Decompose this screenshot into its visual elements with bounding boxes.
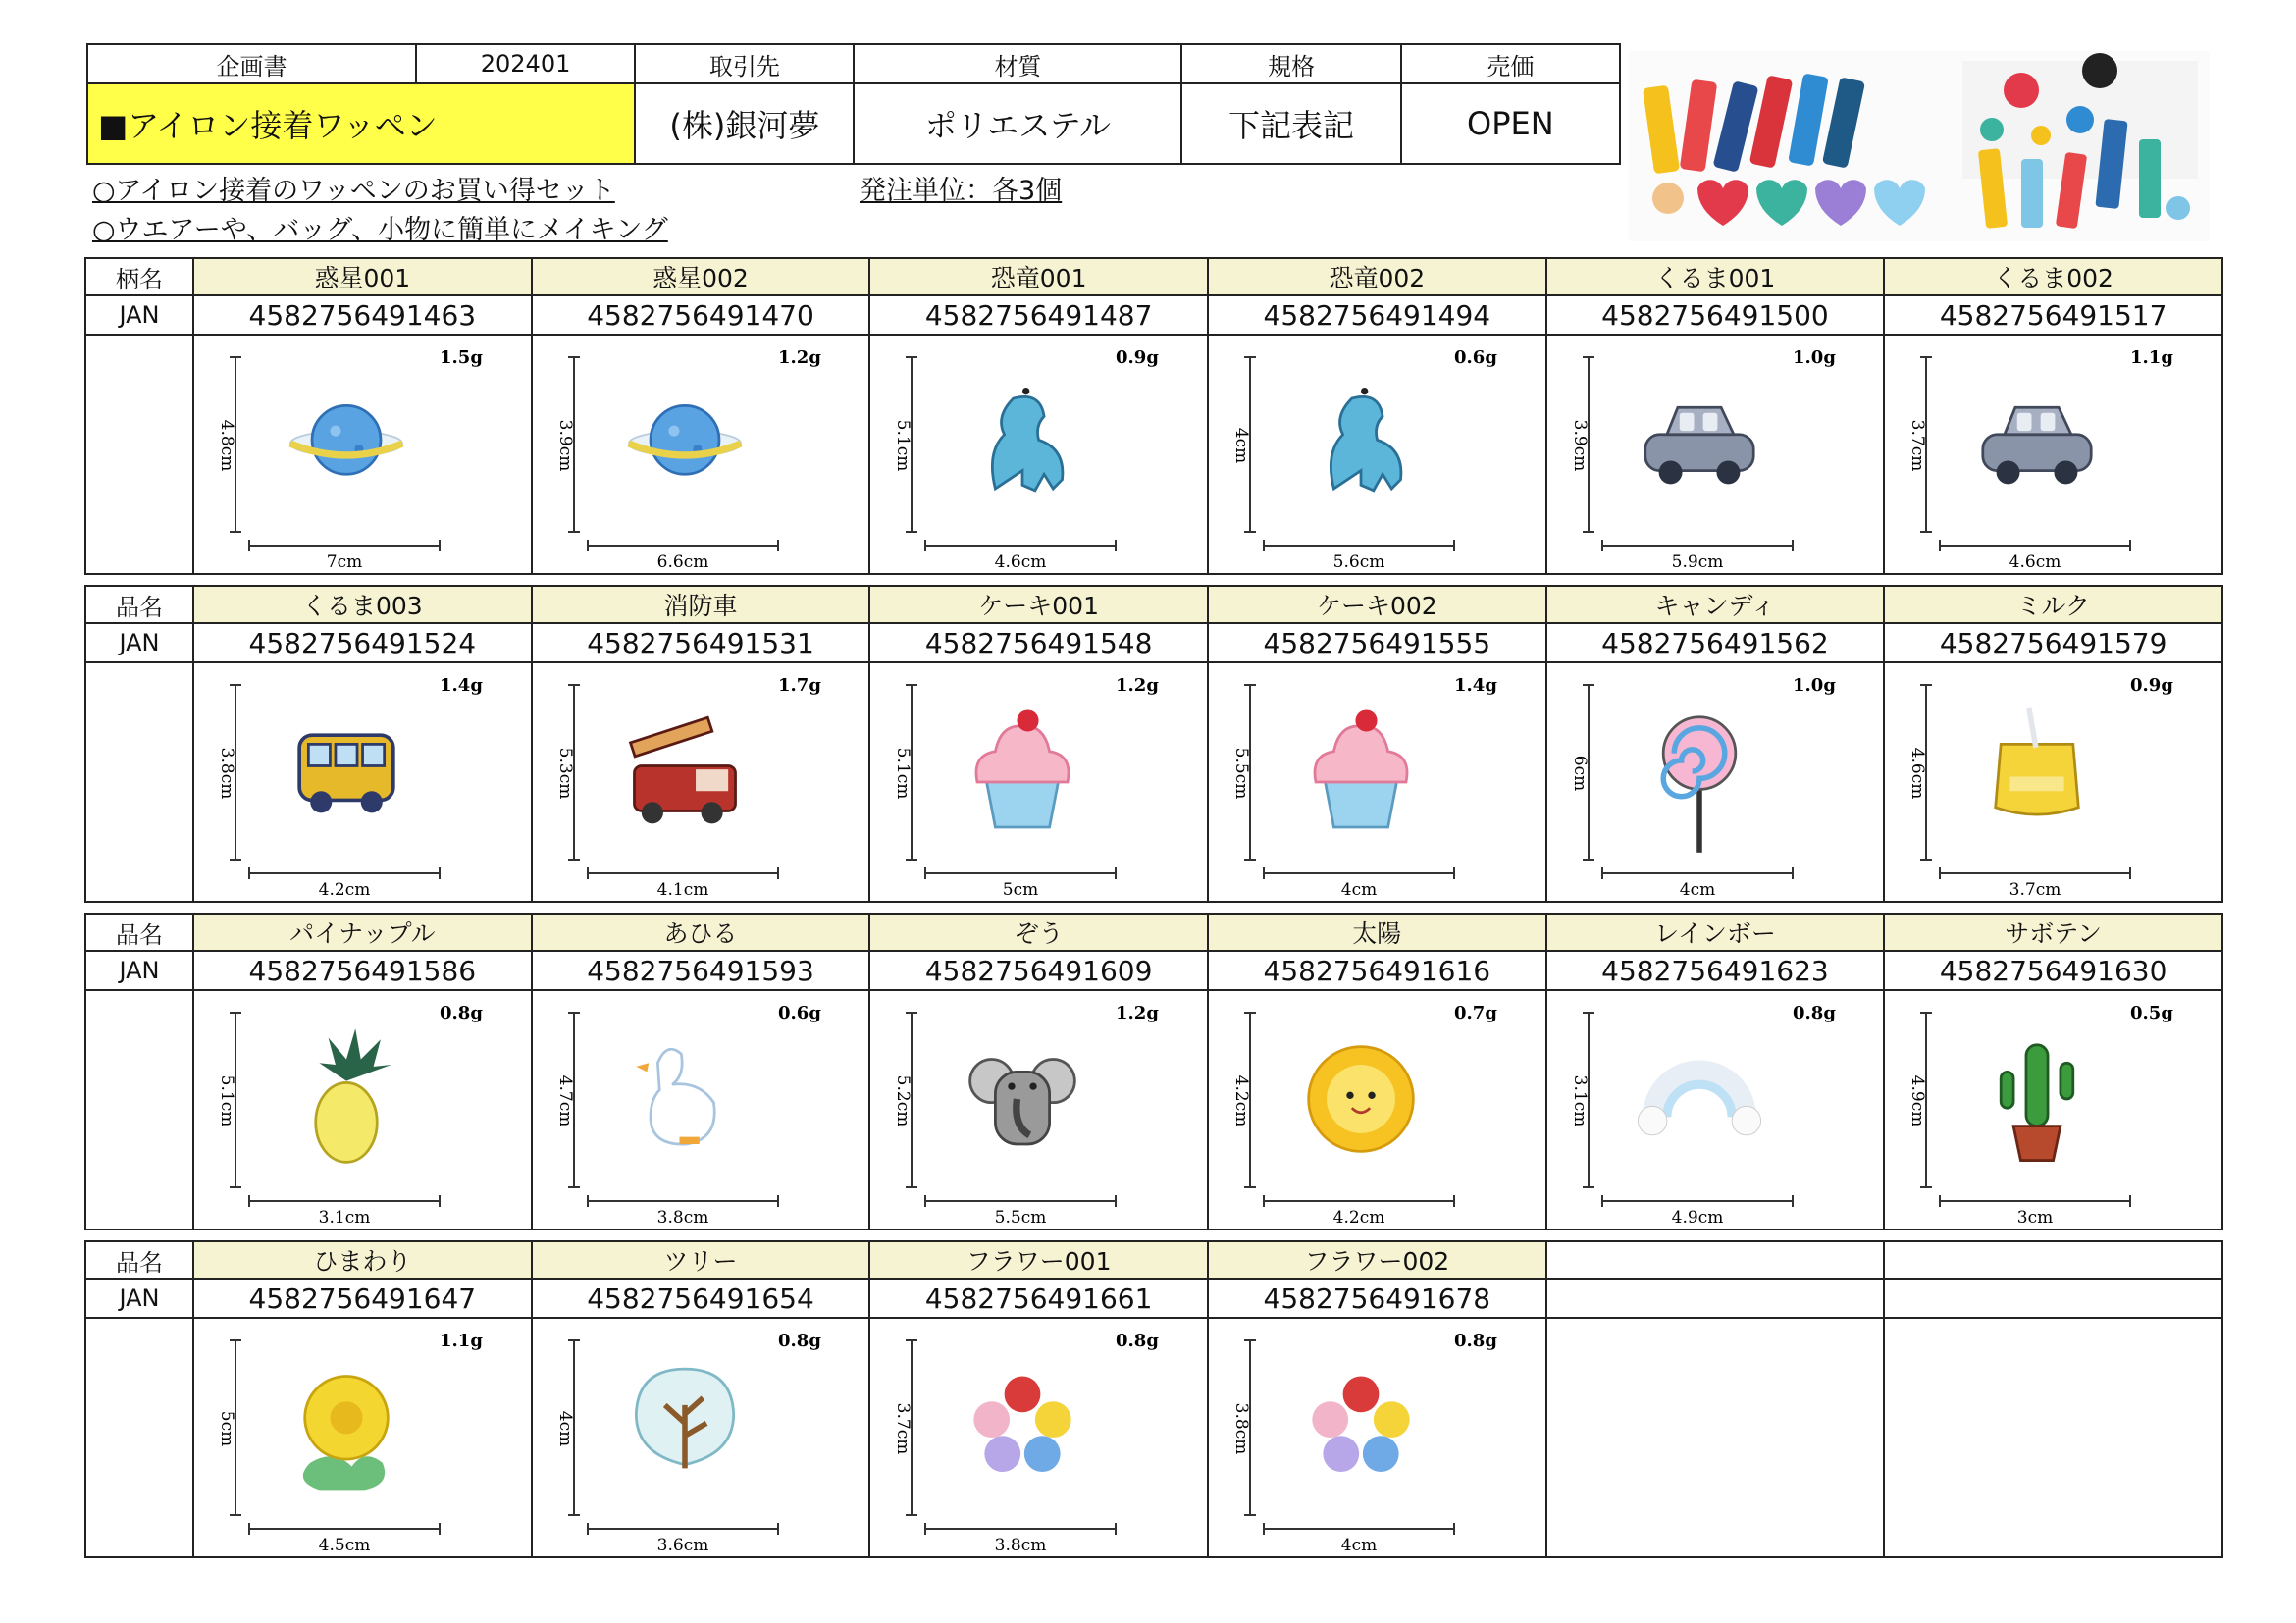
weight-label: 1.2g [1116, 675, 1160, 696]
width-label: 4cm [1340, 1536, 1378, 1555]
weight-label: 0.5g [2130, 1003, 2174, 1023]
fire-truck-icon [630, 717, 735, 823]
product-image-cell [869, 1318, 1208, 1557]
header-table [86, 43, 1621, 165]
product-image [870, 663, 1207, 901]
weight-label: 0.8g [1453, 1331, 1497, 1351]
height-label: 6cm [1569, 755, 1590, 792]
tree-icon [636, 1369, 733, 1468]
height-label: 3.7cm [1907, 419, 1928, 472]
product-image-cell [532, 990, 870, 1230]
product-image [1209, 1319, 1545, 1556]
product-image-cell [1208, 662, 1546, 902]
jan-code: 4582756491531 [532, 623, 870, 662]
product-name: 太陽 [1208, 914, 1546, 951]
bus-icon [299, 735, 393, 812]
product-name: 恐竜001 [869, 258, 1208, 295]
weight-label: 1.1g [440, 1331, 483, 1351]
jan-code: 4582756491678 [1208, 1279, 1546, 1318]
jan-code: 4582756491609 [869, 951, 1208, 990]
product-name: フラワー001 [869, 1241, 1208, 1279]
product-name: くるま002 [1884, 258, 2222, 295]
jan-code: 4582756491555 [1208, 623, 1546, 662]
height-label: 4cm [554, 1410, 575, 1447]
height-label: 5cm [217, 1410, 236, 1447]
width-label: 4.9cm [1671, 1208, 1723, 1228]
product-name: ツリー [532, 1241, 870, 1279]
product-name: 消防車 [532, 586, 870, 623]
car-icon [1644, 407, 1752, 484]
jan-code: 4582756491517 [1884, 295, 2222, 335]
jan-code: 4582756491494 [1208, 295, 1546, 335]
width-label: 6.6cm [656, 552, 708, 572]
width-label: 4cm [1340, 880, 1378, 900]
product-image-cell [1546, 662, 1885, 902]
product-section-1 [84, 257, 2223, 575]
product-image [533, 336, 869, 573]
empty-cell [1546, 1241, 1885, 1279]
width-label: 4.1cm [656, 880, 708, 900]
product-image-cell [1884, 662, 2222, 902]
product-image [870, 991, 1207, 1229]
weight-label: 1.7g [777, 675, 821, 696]
weight-label: 1.2g [1116, 1003, 1160, 1023]
height-label: 3.9cm [554, 419, 575, 472]
product-name: フラワー002 [1208, 1241, 1546, 1279]
client-label: 取引先 [635, 44, 854, 83]
weight-label: 0.8g [1792, 1003, 1836, 1023]
cactus-icon [2001, 1045, 2073, 1161]
product-name: 惑星001 [193, 258, 532, 295]
product-name: ぞう [869, 914, 1208, 951]
product-name: 恐竜002 [1208, 258, 1546, 295]
product-image [194, 336, 531, 573]
weight-label: 0.6g [777, 1003, 821, 1023]
product-image-cell [869, 662, 1208, 902]
product-name: キャンディ [1546, 586, 1885, 623]
height-label: 3.8cm [217, 747, 236, 800]
dinosaur-icon [1331, 388, 1401, 491]
planet-icon [290, 405, 402, 474]
product-name: ケーキ002 [1208, 586, 1546, 623]
height-label: 5.1cm [893, 747, 913, 800]
product-image [194, 991, 531, 1229]
height-label: 3.8cm [1230, 1402, 1251, 1455]
product-section-2 [84, 585, 2223, 903]
doc-type-label: 企画書 [87, 44, 416, 83]
product-image-cell [193, 1318, 532, 1557]
jan-code: 4582756491562 [1546, 623, 1885, 662]
jan-code: 4582756491487 [869, 295, 1208, 335]
product-image [533, 991, 869, 1229]
width-label: 4.5cm [318, 1536, 371, 1555]
sunflower-icon [303, 1376, 388, 1490]
weight-label: 0.8g [777, 1331, 821, 1351]
product-image-cell [1208, 335, 1546, 574]
jan-code: 4582756491463 [193, 295, 532, 335]
row-label-jan: JAN [85, 623, 193, 662]
material-value: ポリエステル [854, 83, 1181, 164]
width-label: 3.8cm [994, 1536, 1047, 1555]
width-label: 4.2cm [1332, 1208, 1385, 1228]
height-label: 5.1cm [893, 419, 913, 472]
weight-label: 1.5g [440, 347, 483, 368]
product-image-cell [193, 335, 532, 574]
row-label-name: 品名 [85, 914, 193, 951]
row-label-jan: JAN [85, 951, 193, 990]
product-image [1885, 991, 2221, 1229]
row-label-name: 品名 [85, 1241, 193, 1279]
width-label: 3.8cm [656, 1208, 708, 1228]
pineapple-icon [316, 1028, 391, 1162]
product-image [1547, 991, 1884, 1229]
lollipop-icon [1663, 717, 1736, 853]
product-section-4 [84, 1240, 2223, 1558]
width-label: 5cm [1003, 880, 1039, 900]
height-label: 5.2cm [893, 1074, 913, 1127]
duck-icon [636, 1049, 714, 1144]
width-label: 3cm [2017, 1208, 2054, 1228]
product-name: 惑星002 [532, 258, 870, 295]
sun-icon [1309, 1047, 1414, 1152]
product-image [533, 1319, 869, 1556]
width-label: 5.5cm [994, 1208, 1047, 1228]
product-name: ひまわり [193, 1241, 532, 1279]
jan-code: 4582756491616 [1208, 951, 1546, 990]
height-label: 3.7cm [893, 1402, 913, 1455]
weight-label: 1.1g [2130, 347, 2174, 368]
product-image [1547, 336, 1884, 573]
jan-code: 4582756491630 [1884, 951, 2222, 990]
empty-cell [1884, 1241, 2222, 1279]
weight-label: 1.4g [1453, 675, 1497, 696]
order-unit: 発注単位：各3個 [860, 176, 1063, 206]
width-label: 7cm [326, 552, 363, 572]
spec-value: 下記表記 [1181, 83, 1400, 164]
product-image [194, 1319, 531, 1556]
row-label-jan: JAN [85, 1279, 193, 1318]
product-image-cell [1546, 990, 1885, 1230]
weight-label: 1.0g [1792, 347, 1836, 368]
spec-label: 規格 [1181, 44, 1400, 83]
material-label: 材質 [854, 44, 1181, 83]
product-image-cell [1208, 990, 1546, 1230]
weight-label: 0.9g [1116, 347, 1160, 368]
client-value: (株)銀河夢 [635, 83, 854, 164]
width-label: 4cm [1679, 880, 1715, 900]
product-image-cell [1208, 1318, 1546, 1557]
product-image [870, 336, 1207, 573]
width-label: 4.6cm [994, 552, 1047, 572]
height-label: 3.1cm [1569, 1074, 1590, 1127]
product-image-cell [532, 1318, 870, 1557]
row-label-jan: JAN [85, 295, 193, 335]
product-section-3 [84, 913, 2223, 1230]
product-image [1885, 336, 2221, 573]
height-label: 4.2cm [1230, 1074, 1251, 1127]
row-label-image-blank [85, 335, 193, 574]
product-image [870, 1319, 1207, 1556]
product-image-cell [193, 990, 532, 1230]
weight-label: 0.6g [1453, 347, 1497, 368]
height-label: 5.3cm [554, 747, 575, 800]
product-photo [1629, 51, 2210, 241]
empty-cell [1546, 1318, 1885, 1557]
rainbow-icon [1638, 1072, 1760, 1134]
flower-icon [1312, 1376, 1409, 1472]
product-image-cell [193, 662, 532, 902]
product-name: くるま003 [193, 586, 532, 623]
doc-number: 202401 [416, 44, 635, 83]
weight-label: 1.4g [440, 675, 483, 696]
height-label: 4.7cm [554, 1074, 575, 1127]
jan-code: 4582756491586 [193, 951, 532, 990]
product-image [194, 663, 531, 901]
weight-label: 0.8g [440, 1003, 483, 1023]
width-label: 3.7cm [2009, 880, 2061, 900]
height-label: 4.6cm [1907, 747, 1928, 800]
cupcake-icon [1315, 709, 1407, 827]
product-image [533, 663, 869, 901]
jan-code: 4582756491524 [193, 623, 532, 662]
product-name: ミルク [1884, 586, 2222, 623]
weight-label: 1.0g [1792, 675, 1836, 696]
height-label: 4.9cm [1907, 1074, 1928, 1127]
elephant-icon [970, 1060, 1075, 1144]
width-label: 5.6cm [1332, 552, 1385, 572]
width-label: 5.9cm [1671, 552, 1723, 572]
row-label-image-blank [85, 990, 193, 1230]
product-image-cell [1546, 335, 1885, 574]
product-image [1209, 991, 1545, 1229]
height-label: 4cm [1230, 427, 1251, 464]
dinosaur-icon [993, 388, 1064, 491]
note-line-2: ○ウエアーや、バッグ、小物に簡単にメイキング [92, 215, 668, 245]
empty-cell [1546, 1279, 1885, 1318]
car-icon [1983, 407, 2091, 484]
product-image-cell [1884, 335, 2222, 574]
product-name: くるま001 [1546, 258, 1885, 295]
height-label: 3.9cm [1569, 419, 1590, 472]
jan-code: 4582756491647 [193, 1279, 532, 1318]
planet-icon [629, 405, 741, 474]
height-label: 5.1cm [217, 1074, 236, 1127]
milk-icon [1996, 707, 2079, 814]
weight-label: 0.9g [2130, 675, 2174, 696]
height-label: 5.5cm [1230, 747, 1251, 800]
jan-code: 4582756491470 [532, 295, 870, 335]
product-image-cell [532, 335, 870, 574]
product-title: ■アイロン接着ワッペン [87, 83, 635, 164]
product-name: サボテン [1884, 914, 2222, 951]
row-label-image-blank [85, 1318, 193, 1557]
jan-code: 4582756491579 [1884, 623, 2222, 662]
product-name: あひる [532, 914, 870, 951]
jan-code: 4582756491548 [869, 623, 1208, 662]
product-name: ケーキ001 [869, 586, 1208, 623]
flower-icon [974, 1376, 1071, 1472]
empty-cell [1884, 1318, 2222, 1557]
width-label: 4.2cm [318, 880, 371, 900]
cupcake-icon [976, 709, 1069, 827]
product-image-cell [1884, 990, 2222, 1230]
height-label: 4.8cm [217, 419, 236, 472]
width-label: 3.1cm [318, 1208, 371, 1228]
product-image [1885, 663, 2221, 901]
width-label: 4.6cm [2009, 552, 2061, 572]
product-image-cell [869, 990, 1208, 1230]
product-name: レインボー [1546, 914, 1885, 951]
jan-code: 4582756491593 [532, 951, 870, 990]
jan-code: 4582756491623 [1546, 951, 1885, 990]
product-image [1209, 663, 1545, 901]
row-label-image-blank [85, 662, 193, 902]
width-label: 3.6cm [656, 1536, 708, 1555]
jan-code: 4582756491661 [869, 1279, 1208, 1318]
price-value: OPEN [1401, 83, 1620, 164]
weight-label: 0.7g [1453, 1003, 1497, 1023]
product-image [1209, 336, 1545, 573]
jan-code: 4582756491500 [1546, 295, 1885, 335]
jan-code: 4582756491654 [532, 1279, 870, 1318]
product-name: パイナップル [193, 914, 532, 951]
note-line-1: ○アイロン接着のワッペンのお買い得セット [92, 176, 615, 206]
row-label-name: 品名 [85, 586, 193, 623]
product-image [1547, 663, 1884, 901]
empty-cell [1884, 1279, 2222, 1318]
weight-label: 1.2g [777, 347, 821, 368]
product-image-cell [869, 335, 1208, 574]
weight-label: 0.8g [1116, 1331, 1160, 1351]
price-label: 売価 [1401, 44, 1620, 83]
row-label-name: 柄名 [85, 258, 193, 295]
product-image-cell [532, 662, 870, 902]
